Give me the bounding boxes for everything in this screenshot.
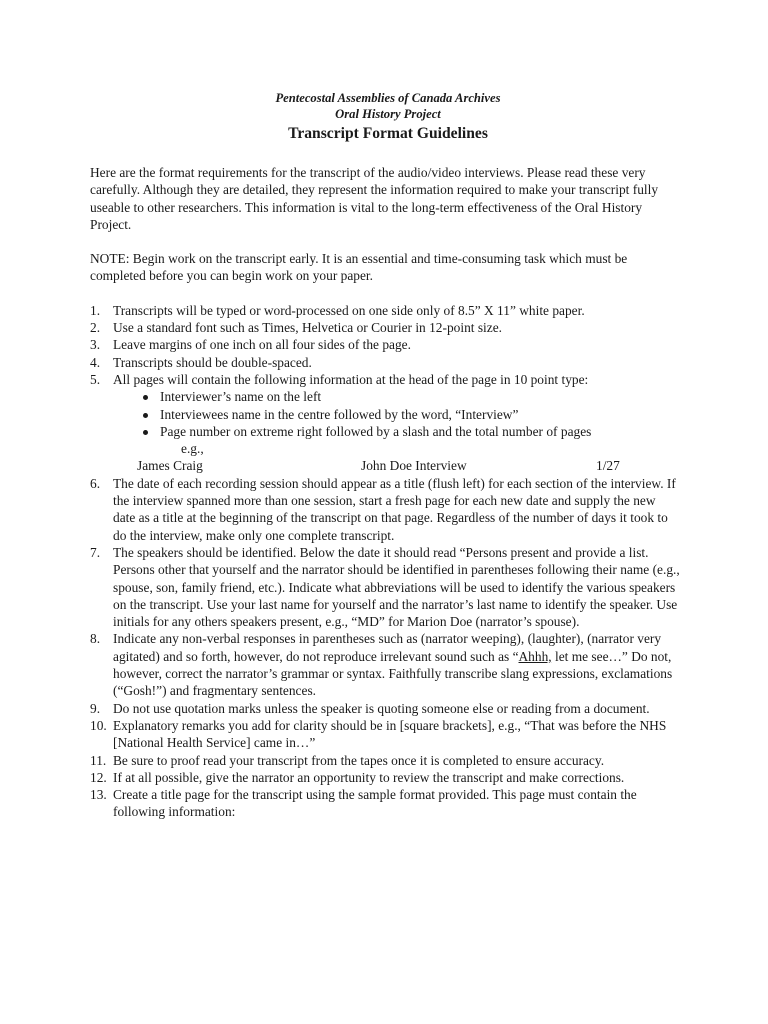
item-number: 4. xyxy=(90,354,101,370)
item-number: 3. xyxy=(90,337,101,353)
bullet-text: Interviewees name in the centre followed by the word, “Interview” xyxy=(160,406,519,422)
item-text: Transcripts should be double-spaced. xyxy=(113,354,312,370)
item-number: 13. xyxy=(90,787,107,803)
example-header-row xyxy=(113,457,680,474)
example-interviewer: James Craig xyxy=(137,458,203,474)
item-number: 8. xyxy=(90,631,101,647)
item-text-part-a: Indicate any non-verbal responses in parentheses such as (narrator weeping), (laughter), (narrator very agitated) and so forth, however, do not reproduce irrelevant sound such as “ xyxy=(113,631,662,664)
note-paragraph: NOTE: Begin work on the transcript early. It is an essential and time-consuming task which must be completed before you can begin work on your paper. xyxy=(90,251,628,284)
bullet-icon xyxy=(143,413,148,418)
header-info-bullets xyxy=(113,388,680,440)
item-text: The date of each recording session should appear as a title (flush left) for each section of the interview. If the interview spanned more than one session, start a fresh page for each new date and supply the new date as a title at the beginning of the transcript on that page. Regardless of the number of days it took to do the interview, make only one complete transcript. xyxy=(113,475,676,543)
item-number: 12. xyxy=(90,769,107,785)
item-text: Be sure to proof read your transcript from the tapes once it is completed to ensure accuracy. xyxy=(113,752,605,768)
intro-paragraph: Here are the format requirements for the transcript of the audio/video interviews. Please read these very carefully. Although they are detailed, they represent the information required to make your transcript fully useable to other researchers. This information is vital to the long-term effectiveness of the Oral History Project. xyxy=(90,165,659,232)
list-item xyxy=(90,354,680,371)
item-number: 5. xyxy=(90,371,101,387)
example-interview-title: John Doe Interview xyxy=(361,458,467,474)
bullet-item xyxy=(137,388,680,405)
list-item xyxy=(90,769,680,786)
list-item xyxy=(90,630,680,699)
item-text-part-b: let me see…” Do not, however, correct the narrator’s grammar or syntax. Faithfully transcribe slang expressions, exclamations (“Gosh!”) and fragmentary sentences. xyxy=(113,648,673,699)
example-page-number: 1/27 xyxy=(596,458,620,474)
item-text: Create a title page for the transcript using the sample format provided. This page must contain the following information: xyxy=(113,787,637,820)
document-page xyxy=(90,90,680,821)
list-item xyxy=(90,475,680,544)
organization-name: Pentecostal Assemblies of Canada Archives xyxy=(275,91,501,105)
bullet-text: Page number on extreme right followed by a slash and the total number of pages xyxy=(160,423,592,439)
bullet-icon xyxy=(143,430,148,435)
example-label: e.g., xyxy=(181,441,204,457)
document-header xyxy=(96,90,680,144)
item-text-underlined: Ahhh, xyxy=(518,648,552,664)
item-text: Do not use quotation marks unless the speaker is quoting someone else or reading from a document. xyxy=(113,700,650,716)
item-number: 10. xyxy=(90,717,107,733)
list-item xyxy=(90,752,680,769)
item-number: 11. xyxy=(90,752,107,768)
list-item xyxy=(90,544,680,630)
item-number: 1. xyxy=(90,302,101,318)
bullet-text: Interviewer’s name on the left xyxy=(160,389,322,405)
item-text: Explanatory remarks you add for clarity should be in [square brackets], e.g., “That was before the NHS [National Health Service] came in…” xyxy=(113,717,667,751)
item-number: 9. xyxy=(90,700,101,716)
list-item xyxy=(90,717,680,752)
item-text: Transcripts will be typed or word-processed on one side only of 8.5” X 11” white paper. xyxy=(113,302,585,318)
item-number: 2. xyxy=(90,320,101,336)
item-text: All pages will contain the following information at the head of the page in 10 point type: xyxy=(113,371,589,387)
item-text: Leave margins of one inch on all four sides of the page. xyxy=(113,337,411,353)
guidelines-list xyxy=(90,302,680,821)
item-number: 7. xyxy=(90,544,101,560)
list-item xyxy=(90,700,680,717)
item-text: The speakers should be identified. Below the date it should read “Persons present and provide a list. Persons other that yourself and the narrator should be identified in parentheses following their name (e.g., spouse, son, family friend, etc.). Indicate what abbreviations will be used to identify the various speakers on the transcript. Use your last name for yourself and the narrator’s last name to identify the speaker. Use initials for any others speakers present, e.g., “MD” for Marion Doe (narrator’s spouse). xyxy=(113,544,680,630)
item-text: Use a standard font such as Times, Helvetica or Courier in 12-point size. xyxy=(113,320,502,336)
item-number: 6. xyxy=(90,475,101,491)
list-item xyxy=(90,319,680,336)
list-item xyxy=(90,786,680,821)
list-item xyxy=(90,302,680,319)
project-name: Oral History Project xyxy=(335,107,441,121)
bullet-icon xyxy=(143,395,148,400)
list-item xyxy=(90,371,680,475)
item-text: If at all possible, give the narrator an opportunity to review the transcript and make corrections. xyxy=(113,769,625,785)
document-title: Transcript Format Guidelines xyxy=(288,125,488,142)
bullet-item xyxy=(137,423,680,440)
list-item xyxy=(90,336,680,353)
bullet-item xyxy=(137,406,680,423)
